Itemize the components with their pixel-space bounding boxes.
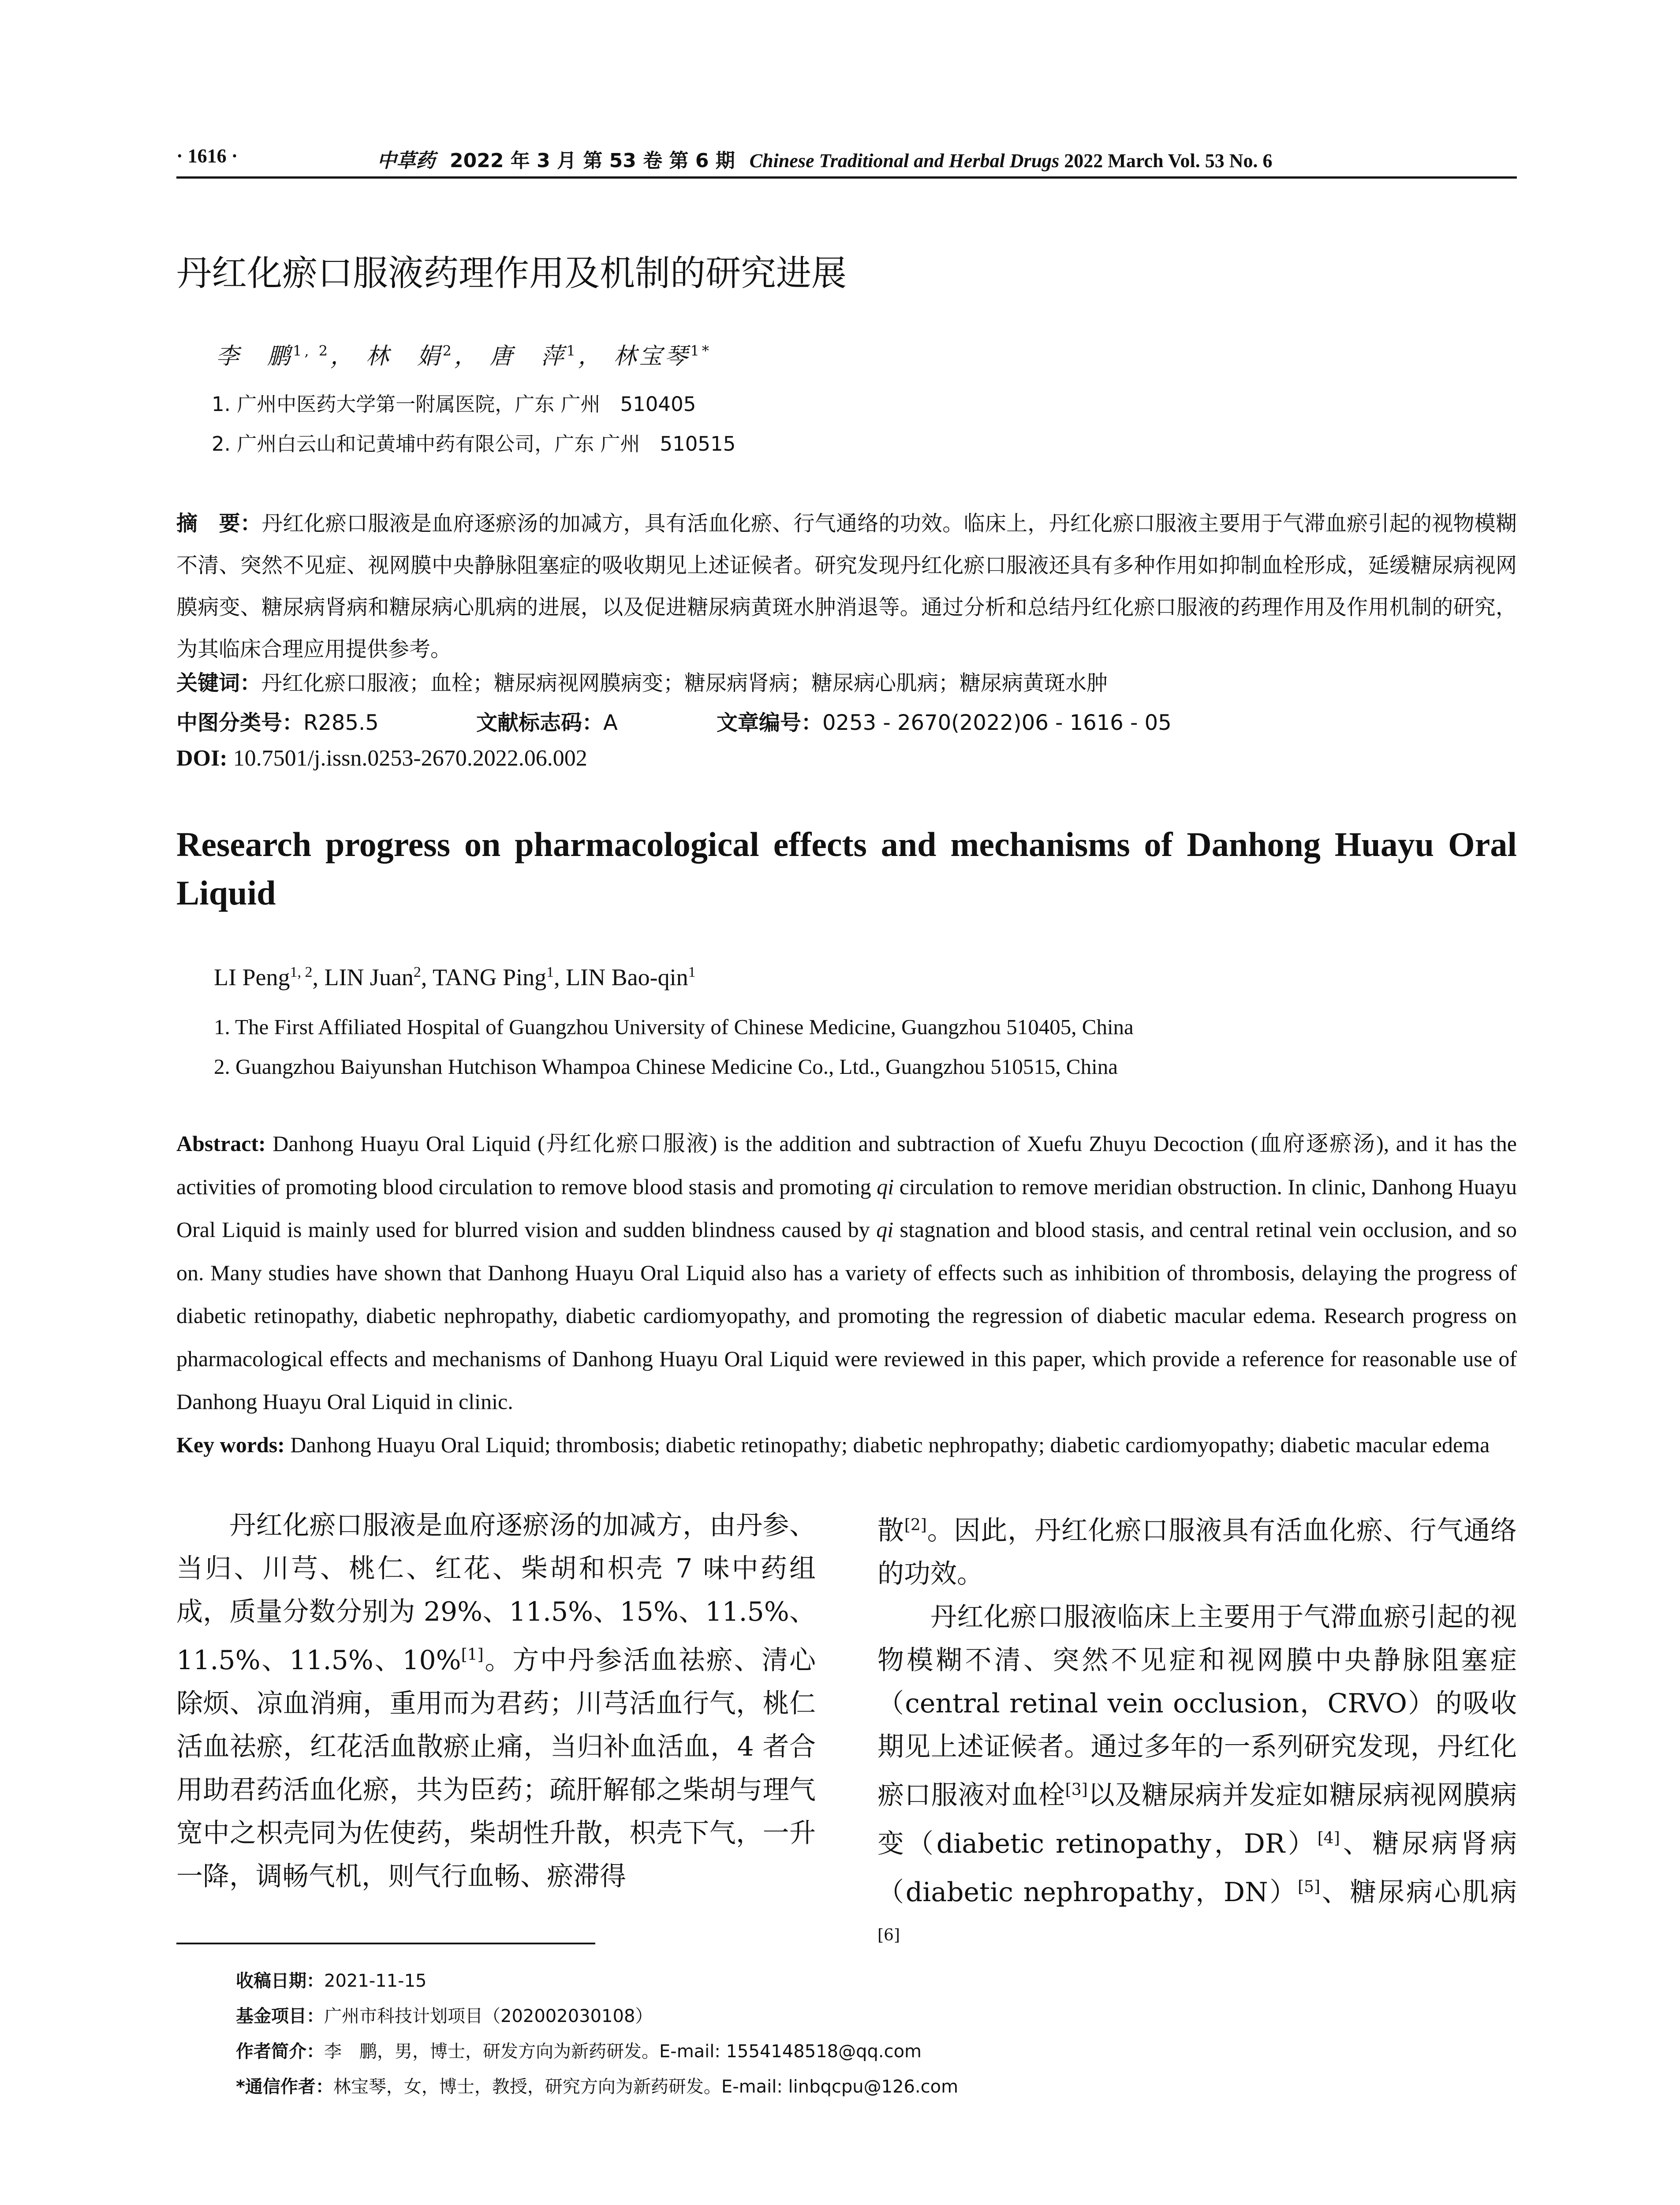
en-author-2: LIN Juan$^2$, <box>324 964 433 990</box>
doi: DOI: 10.7501/j.issn.0253-2670.2022.06.002 <box>176 746 587 771</box>
body-paragraph: 丹红化瘀口服液是血府逐瘀汤的加减方，由丹参、当归、川芎、桃仁、红花、柴胡和枳壳 7 味中药组成，质量分数分别为 29%、11.5%、15%、11.5%、11.5%、11.5%、10%[1]。方中丹参活血祛瘀、清心除烦、凉血消痈，重用而为君药；川芎活血行气，桃仁活血祛瘀，红花活血散瘀止痛，当归补血活血，4 者合用助君药活血化瘀，共为臣药；疏肝解郁之柴胡与理气宽中之枳壳同为佐使药，柴胡性升散，枳壳下气，一升一降，调畅气机，则气行血畅、瘀滞得 <box>176 1510 816 1892</box>
footnote-author: 作者简介：李 鹏，男，博士，研发方向为新药研发。E-mail: 1554148518@qq.com <box>236 2041 922 2062</box>
citation-ref[interactable]: [4] <box>1317 1829 1340 1847</box>
en-keywords-label: Key words: <box>176 1432 285 1457</box>
footnote-fund: 基金项目：广州市科技计划项目（202002030108） <box>236 2006 653 2026</box>
cn-abstract-text: 丹红化瘀口服液是血府逐瘀汤的加减方，具有活血化瘀、行气通络的功效。临床上，丹红化瘀口服液主要用于气滞血瘀引起的视物模糊不清、突然不见症、视网膜中央静脉阻塞症的吸收期见上述证候者。研究发现丹红化瘀口服液还具有多种作用如抑制血栓形成，延缓糖尿病视网膜病变、糖尿病肾病和糖尿病心肌病的进展，以及促进糖尿病黄斑水肿消退等。通过分析和总结丹红化瘀口服液的药理作用及作用机制的研究，为其临床合理应用提供参考。 <box>176 511 1517 662</box>
en-affiliation-1: 1. The First Affiliated Hospital of Guangzhou University of Chinese Medicine, Guangzhou 510405, China <box>214 1015 1134 1039</box>
cn-affiliation-2: 2. 广州白云山和记黄埔中药有限公司，广东 广州 510515 <box>212 432 736 456</box>
issue-cn: 2022 年 3 月 第 53 卷 第 6 期 <box>450 149 735 172</box>
en-abstract: Abstract: Danhong Huayu Oral Liquid (丹红化瘀口服液) is the addition and subtraction of Xuefu Zhuyu Decoction (血府逐瘀汤), and it has the activities of promoting blood circulation to remove blood stasis and promoting qi circulation to remove meridian obstruction. In clinic, Danhong Huayu Oral Liquid is mainly used for blurred vision and sudden blindness caused by qi stagnation and blood stasis, and central retinal vein occlusion, and so on. Many studies have shown that Danhong Huayu Oral Liquid also has a variety of effects such as inhibition of thrombosis, delaying the progress of diabetic retinopathy, diabetic nephropathy, diabetic cardiomyopathy, and promoting the regression of diabetic macular edema. Research progress on pharmacological effects and mechanisms of Danhong Huayu Oral Liquid were reviewed in this paper, which provide a reference for reasonable use of Danhong Huayu Oral Liquid in clinic. Key words: Danhong Huayu Oral Liquid; thrombosis; diabetic retinopathy; diabetic nephropathy; diabetic cardiomyopathy; diabetic macular edema <box>176 1131 1517 1457</box>
footnote-received: 收稿日期：2021-11-15 <box>236 1971 427 1991</box>
author-1: 李 鹏$^{1, 2}$， <box>216 342 356 370</box>
cn-title: 丹红化瘀口服液药理作用及机制的研究进展 <box>176 253 847 294</box>
issue-en: 2022 March Vol. 53 No. 6 <box>1064 150 1273 172</box>
cn-abstract <box>176 503 1517 670</box>
author-4: 林宝琴$^{1*}$ <box>613 342 712 370</box>
body-column-left <box>176 1504 816 1898</box>
citation-ref[interactable]: [1] <box>461 1646 484 1664</box>
cn-keywords-text: 丹红化瘀口服液；血栓；糖尿病视网膜病变；糖尿病肾病；糖尿病心肌病；糖尿病黄斑水肿 <box>261 671 1108 695</box>
cn-authors <box>216 337 712 370</box>
citation-ref[interactable]: [5] <box>1298 1878 1320 1896</box>
document-code: 文献标志码：A <box>476 710 618 735</box>
author-2: 林 娟$^2$， <box>366 342 480 370</box>
citation-ref[interactable]: [2] <box>904 1516 927 1534</box>
en-author-3: TANG Ping$^1$, <box>432 964 566 990</box>
cn-affiliation-1: 1. 广州中医药大学第一附属医院，广东 广州 510405 <box>212 392 696 416</box>
citation-ref[interactable]: [6] <box>877 1926 900 1944</box>
running-header <box>377 145 1273 173</box>
en-author-1: LI Peng$^{1, 2}$, <box>214 964 325 990</box>
footnote-rule <box>176 1943 595 1944</box>
cn-keywords <box>176 666 1108 696</box>
en-author-4: LIN Bao-qin$^1$ <box>566 964 696 990</box>
en-abstract-label: Abstract: <box>176 1131 266 1156</box>
footnote-corresponding: *通信作者：林宝琴，女，博士，教授，研究方向为新药研发。E-mail: linbqcpu@126.com <box>236 2077 959 2097</box>
body-paragraph: 散[2]。因此，丹红化瘀口服液具有活血化瘀、行气通络的功效。 <box>877 1515 1517 1589</box>
article-number: 文章编号：0253 - 2670(2022)06 - 1616 - 05 <box>717 710 1172 735</box>
body-paragraph: 丹红化瘀口服液临床上主要用于气滞血瘀引起的视物模糊不清、突然不见症和视网膜中央静脉阻塞症（central retinal vein occlusion，CRVO）的吸收期见上述证候者。通过多年的一系列研究发现，丹红化瘀口服液对血栓[3]以及糖尿病并发症如糖尿病视网膜病变（diabetic retinopathy，DR）[4]、糖尿病肾病（diabetic nephropathy，DN）[5]、糖尿病心肌病[6] <box>877 1602 1517 1944</box>
en-authors <box>214 964 696 991</box>
citation-ref[interactable]: [3] <box>1065 1781 1088 1799</box>
journal-name-cn: 中草药 <box>377 149 435 172</box>
en-title: Research progress on pharmacological effects and mechanisms of Danhong Huayu Oral Liquid <box>176 825 1517 912</box>
en-keywords-text: Danhong Huayu Oral Liquid; thrombosis; diabetic retinopathy; diabetic nephropathy; diabetic cardiomyopathy; diabetic macular edema <box>284 1432 1490 1457</box>
cn-keywords-label: 关键词： <box>176 671 261 695</box>
clc-code: 中图分类号：R285.5 <box>176 710 379 735</box>
author-3: 唐 萍$^1$， <box>489 342 604 370</box>
en-affiliation-2: 2. Guangzhou Baiyunshan Hutchison Whampoa Chinese Medicine Co., Ltd., Guangzhou 510515, China <box>214 1054 1118 1079</box>
cn-abstract-label: 摘 要： <box>176 511 262 536</box>
page-number: · 1616 · <box>176 145 238 167</box>
journal-name-en: Chinese Traditional and Herbal Drugs <box>749 150 1060 172</box>
header-rule <box>176 176 1517 179</box>
body-column-right <box>877 1504 1517 1962</box>
